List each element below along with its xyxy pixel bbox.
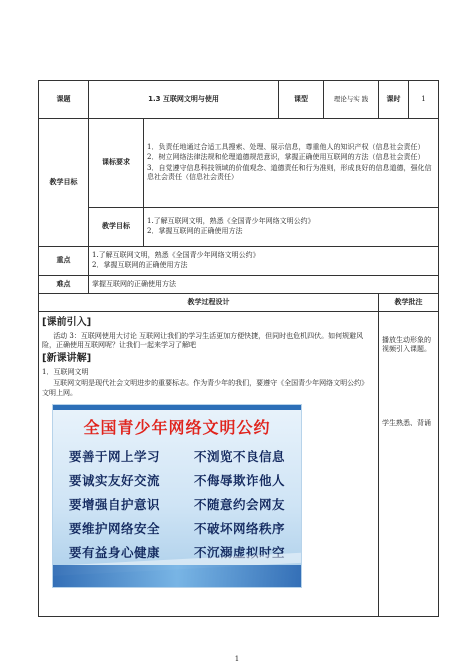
objectives-row bbox=[39, 208, 439, 247]
intro-text: 活动 3：互联网使用大讨论 互联网让我们的学习生活更加方便快捷，但同时也危机四伏。如何规避风险，正确使用互联网呢？让我们一起来学习了解吧 bbox=[42, 331, 364, 349]
pledge-do: 要维护网络安全 bbox=[69, 520, 161, 536]
key-points-label: 重点 bbox=[39, 247, 89, 276]
pledge-do: 要善于网上学习 bbox=[69, 449, 161, 465]
section-title: 1．互联网文明 bbox=[42, 367, 89, 376]
curriculum-item: 1．负责任地通过合适工具搜索、处理、展示信息，尊重他人的知识产权（信息社会责任） bbox=[147, 142, 425, 151]
curriculum-item: 2．树立网络法律法规和伦理道德规范意识，掌握正确使用互联网的方法（信息社会责任） bbox=[147, 153, 425, 162]
note-video: 播放生动形象的视频引入课题。 bbox=[382, 336, 431, 354]
pledge-dont: 不沉溺虚拟时空 bbox=[193, 544, 285, 560]
notes-header: 教学批注 bbox=[379, 294, 439, 312]
curriculum-item: 3．自觉遵守信息科技领域的价值观念、道德责任和行为准则，形成良好的信息道德，强化信息社会责任（信息社会责任） bbox=[147, 163, 432, 181]
pledge-do: 要有益身心健康 bbox=[69, 544, 161, 560]
pledge-dont: 不浏览不良信息 bbox=[193, 449, 285, 465]
civility-pledge-banner bbox=[52, 404, 302, 588]
key-point-item: 2．掌握互联网的正确使用方法 bbox=[92, 261, 188, 269]
objective-item: 1.了解互联网文明，熟悉《全国青少年网络文明公约》 bbox=[147, 216, 315, 225]
pledge-grid bbox=[69, 449, 285, 568]
process-design-cell bbox=[39, 312, 379, 617]
banner-bottom-bar bbox=[53, 565, 301, 587]
note-memorize: 学生熟悉、背诵 bbox=[382, 418, 431, 427]
new-lesson-heading: [新课讲解] bbox=[42, 353, 92, 365]
process-body-row bbox=[39, 312, 439, 617]
teaching-notes-cell bbox=[379, 312, 439, 617]
pledge-dont: 不侮辱欺诈他人 bbox=[193, 473, 285, 489]
pledge-dont: 不破坏网络秩序 bbox=[193, 520, 285, 536]
pledge-row bbox=[69, 521, 285, 538]
header-row bbox=[39, 81, 439, 119]
banner-top-bar bbox=[53, 405, 301, 410]
pledge-dont: 不随意约会网友 bbox=[193, 496, 285, 512]
intro-heading: [课前引入] bbox=[42, 317, 92, 328]
lesson-plan-table bbox=[38, 80, 439, 617]
difficult-points-row bbox=[39, 276, 439, 294]
pledge-do: 要诚实友好交流 bbox=[69, 473, 161, 489]
key-points-list bbox=[89, 247, 439, 276]
difficult-points-text: 掌握互联网的正确使用方法 bbox=[89, 276, 439, 294]
type-value: 理论与实 践 bbox=[324, 81, 379, 119]
pledge-do: 要增强自护意识 bbox=[69, 496, 161, 512]
objectives-list bbox=[144, 208, 439, 247]
hours-value: 1 bbox=[409, 81, 439, 119]
lesson-title: 1.3 互联网文明与使用 bbox=[89, 81, 279, 119]
pledge-row bbox=[69, 473, 285, 490]
difficult-points-label: 难点 bbox=[39, 276, 89, 294]
teaching-goals-label: 教学目标 bbox=[39, 119, 89, 247]
type-label: 课型 bbox=[279, 81, 324, 119]
hours-label: 课时 bbox=[379, 81, 409, 119]
curriculum-label: 课标要求 bbox=[89, 119, 144, 208]
page-number: 1 bbox=[234, 655, 240, 663]
section-text: 互联网文明是现代社会文明进步的重要标志。作为青少年的我们，要遵守《全国青少年网络文明公约》文明上网。 bbox=[42, 379, 369, 397]
lesson-label: 课题 bbox=[39, 81, 89, 119]
objectives-label: 教学目标 bbox=[89, 208, 144, 247]
key-points-row bbox=[39, 247, 439, 276]
pledge-row bbox=[69, 497, 285, 514]
design-header: 教学过程设计 bbox=[39, 294, 379, 312]
process-header-row bbox=[39, 294, 439, 312]
key-point-item: 1.了解互联网文明，熟悉《全国青少年网络文明公约》 bbox=[92, 250, 260, 259]
curriculum-row bbox=[39, 119, 439, 208]
banner-title: 全国青少年网络文明公约 bbox=[83, 418, 271, 438]
curriculum-requirements bbox=[144, 119, 439, 208]
pledge-row bbox=[69, 449, 285, 466]
objective-item: 2．掌握互联网的正确使用方法 bbox=[147, 227, 243, 235]
